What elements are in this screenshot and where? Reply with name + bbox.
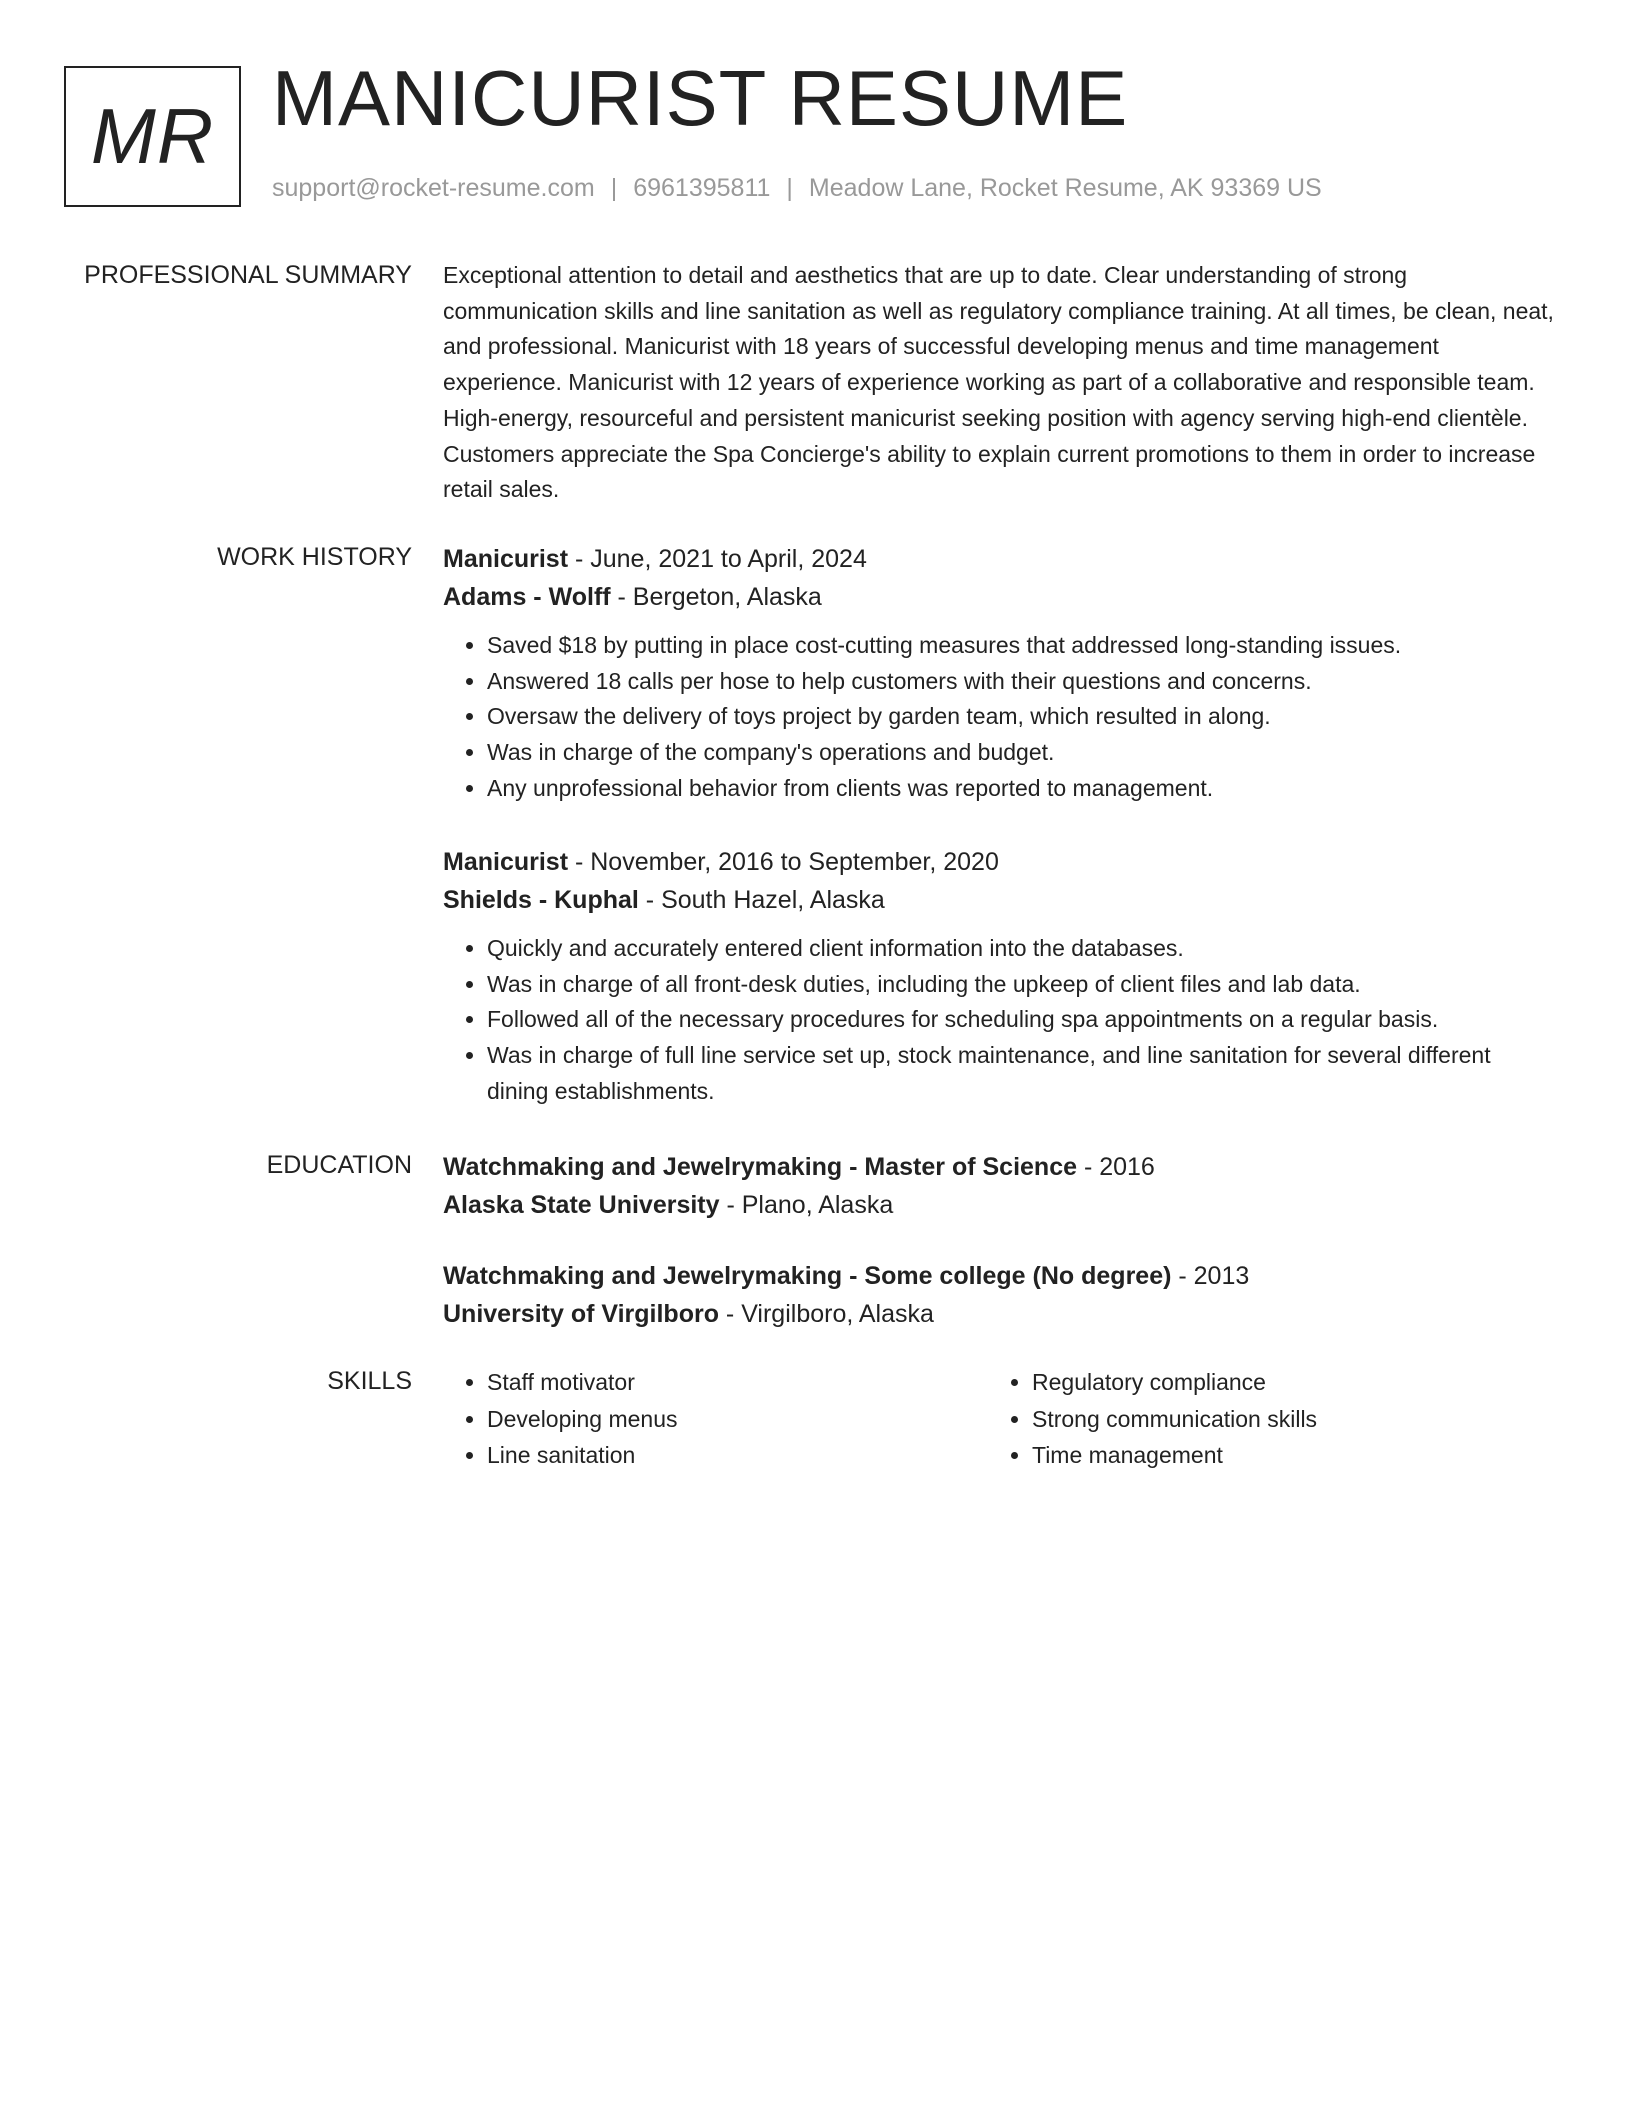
job-bullets xyxy=(443,931,1558,1110)
job-bullet: • Was in charge of full line service set up, stock maintenance, and line sanitation for several different dining establishments. xyxy=(487,1038,1558,1109)
skill-item: • Staff motivator xyxy=(487,1364,963,1401)
job-company: Shields - Kuphal xyxy=(443,886,639,914)
section-heading-work-history: WORK HISTORY xyxy=(217,543,412,571)
skills-column-left xyxy=(443,1364,963,1474)
job-title: Manicurist xyxy=(443,848,569,876)
job-company-line xyxy=(443,578,1558,616)
job-title-line xyxy=(443,540,1558,578)
skill-item: • Strong communication skills xyxy=(1032,1401,1508,1438)
job-entry xyxy=(443,843,1558,1110)
education-location: - Virgilboro, Alaska xyxy=(718,1300,934,1328)
education-school-line xyxy=(443,1295,1558,1333)
contact-email: support@rocket-resume.com xyxy=(272,174,595,202)
contact-address: Meadow Lane, Rocket Resume, AK 93369 US xyxy=(808,174,1322,202)
job-dates: - June, 2021 to April, 2024 xyxy=(568,545,867,573)
contact-separator: | xyxy=(610,174,618,202)
skill-item: • Line sanitation xyxy=(487,1437,963,1474)
job-bullet: • Answered 18 calls per hose to help customers with their questions and concerns. xyxy=(487,664,1558,700)
job-title: Manicurist xyxy=(443,545,569,573)
resume-title: MANICURIST RESUME xyxy=(272,54,1129,142)
section-heading-skills: SKILLS xyxy=(327,1367,412,1395)
job-location: - South Hazel, Alaska xyxy=(638,886,885,914)
education-entry xyxy=(443,1148,1558,1224)
education-degree: Watchmaking and Jewelrymaking - Some college (No degree) xyxy=(443,1262,1172,1290)
job-company: Adams - Wolff xyxy=(443,583,611,611)
skills-list xyxy=(988,1364,1508,1474)
education-degree-line xyxy=(443,1257,1558,1295)
summary-body xyxy=(443,258,1558,508)
job-bullet: • Followed all of the necessary procedures for scheduling spa appointments on a regular basis. xyxy=(487,1002,1558,1038)
job-bullet: • Quickly and accurately entered client information into the databases. xyxy=(487,931,1558,967)
education-degree-line xyxy=(443,1148,1558,1186)
education-entry xyxy=(443,1257,1558,1333)
job-bullet: • Any unprofessional behavior from clients was reported to management. xyxy=(487,771,1558,807)
job-bullet: • Saved $18 by putting in place cost-cutting measures that addressed long-standing issues. xyxy=(487,628,1558,664)
education-school: Alaska State University xyxy=(443,1191,720,1219)
education-degree: Watchmaking and Jewelrymaking - Master of Science xyxy=(443,1153,1077,1181)
skills-list xyxy=(443,1364,963,1474)
education-year: - 2016 xyxy=(1077,1153,1155,1181)
contact-info xyxy=(272,172,1322,204)
education-year: - 2013 xyxy=(1171,1262,1250,1290)
education-location: - Plano, Alaska xyxy=(719,1191,894,1219)
contact-separator: | xyxy=(786,174,793,202)
skill-item: • Developing menus xyxy=(487,1401,963,1438)
skills-column-right xyxy=(988,1364,1508,1474)
job-entry xyxy=(443,540,1558,807)
skill-item: • Regulatory compliance xyxy=(1032,1364,1508,1401)
job-bullet: • Was in charge of the company's operations and budget. xyxy=(487,735,1558,771)
job-bullet: • Oversaw the delivery of toys project by garden team, which resulted in along. xyxy=(487,699,1558,735)
job-bullet: • Was in charge of all front-desk duties, including the upkeep of client files and lab data. xyxy=(487,967,1558,1003)
section-heading-education: EDUCATION xyxy=(266,1151,412,1179)
job-location: - Bergeton, Alaska xyxy=(610,583,822,611)
job-company-line xyxy=(443,881,1558,919)
monogram-initials: MR xyxy=(90,92,215,180)
job-dates: - November, 2016 to September, 2020 xyxy=(568,848,999,876)
skill-item: • Time management xyxy=(1032,1437,1508,1474)
job-title-line xyxy=(443,843,1558,881)
summary-text: Exceptional attention to detail and aesthetics that are up to date. Clear understanding of strong communication skills and line sanitation as well as regulatory compliance training. At all times, be clean, neat, and professional. Manicurist with 18 years of successful developing menus and time management experience. Manicurist with 12 years of experience working as part of a collaborative and responsible team. High-energy, resourceful and persistent manicurist seeking position with agency serving high-end clientèle. Customers appreciate the Spa Concierge's ability to explain current promotions to them in order to increase retail sales. xyxy=(443,262,1554,503)
education-school-line xyxy=(443,1186,1558,1224)
job-bullets xyxy=(443,628,1558,807)
contact-phone: 6961395811 xyxy=(633,174,771,202)
monogram-logo xyxy=(64,66,241,207)
education-school: University of Virgilboro xyxy=(443,1300,719,1328)
section-heading-summary: PROFESSIONAL SUMMARY xyxy=(84,261,412,289)
